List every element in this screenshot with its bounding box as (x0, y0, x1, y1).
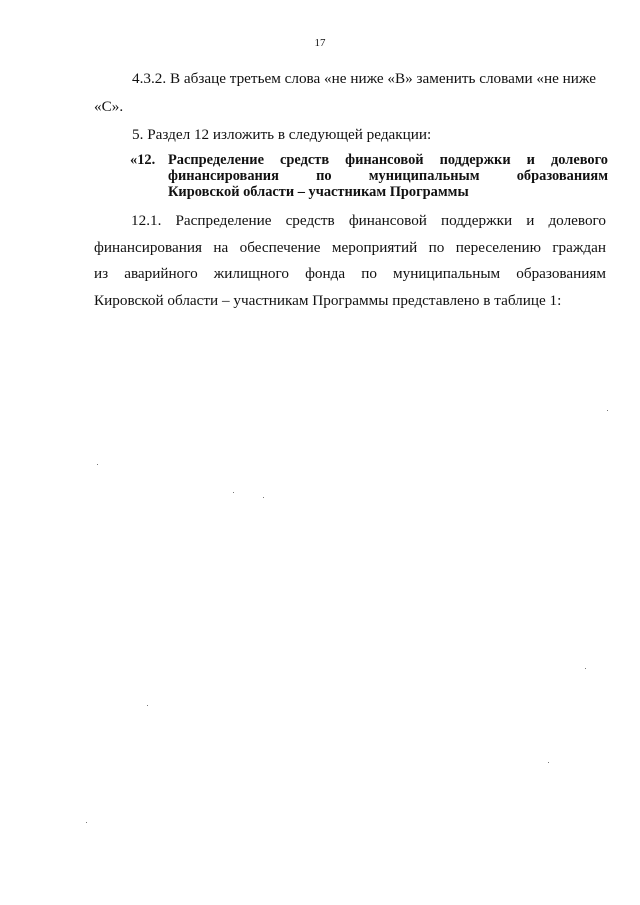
paragraph-12-1 (94, 208, 606, 314)
section-12-number: «12. (130, 152, 156, 168)
section-12-title-line3: Кировской области – участникам Программы (168, 184, 469, 200)
item-4-3-2-line2: «С». (94, 98, 124, 115)
scan-speck (607, 410, 608, 411)
scan-speck (147, 705, 148, 706)
scan-speck (97, 464, 98, 465)
scan-speck (263, 497, 264, 498)
item-4-3-2-line1: 4.3.2. В абзаце третьем слова «не ниже «В» заменить словами «не ниже (132, 70, 596, 87)
section-12-heading (130, 152, 608, 200)
scan-speck (86, 822, 87, 823)
page-number: 17 (314, 37, 326, 49)
section-12-title-line1: Распределение средств финансовой поддержки и долевого (168, 152, 608, 168)
paragraph-12-1-line2: финансирования на обеспечение мероприятий по переселению граждан (94, 238, 606, 256)
section-12-title-line2: финансирования по муниципальным образованиям (168, 168, 608, 184)
scan-speck (233, 492, 234, 493)
paragraph-12-1-line1: 12.1. Распределение средств финансовой поддержки и долевого (131, 212, 606, 229)
scan-speck (585, 668, 586, 669)
item-5-text: 5. Раздел 12 изложить в следующей редакции: (132, 126, 432, 143)
scan-speck (548, 762, 549, 763)
paragraph-12-1-line4: Кировской области – участникам Программы представлено в таблице 1: (94, 291, 562, 309)
paragraph-12-1-line3: из аварийного жилищного фонда по муниципальным образованиям (94, 265, 606, 282)
